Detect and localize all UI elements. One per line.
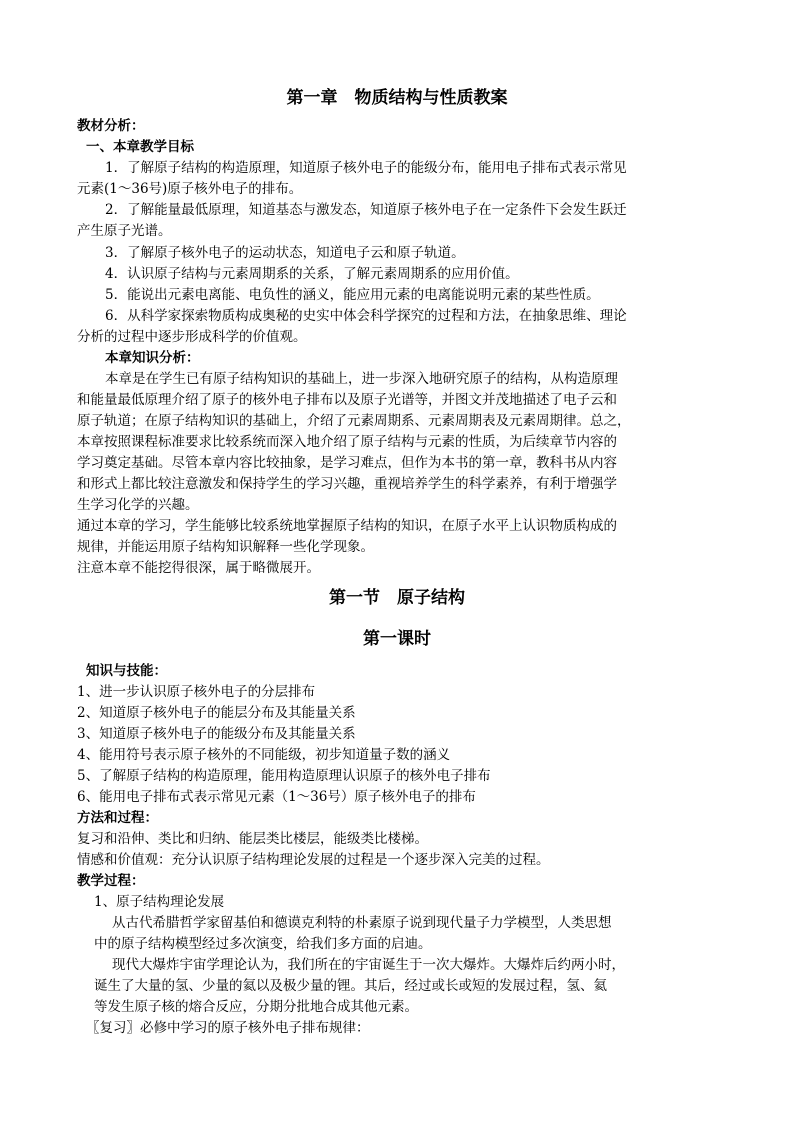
goal-line: 元素(1～36号)原子核外电子的排布。 — [77, 181, 303, 197]
method-text: 复习和沿伸、类比和归纳、能层类比楼层，能级类比楼梯。 — [77, 831, 428, 847]
goal-line: 6．从科学家探索物质构成奥秘的史实中体会科学探究的过程和方法，在抽象思维、理论 — [105, 308, 627, 324]
analysis-label: 教材分析： — [77, 118, 145, 134]
chapter-title: 第一章 物质结构与性质教案 — [286, 88, 508, 108]
goal-line: 3．了解原子核外电子的运动状态，知道电子云和原子轨道。 — [105, 245, 465, 261]
skill-item: 4、能用符号表示原子核外的不同能级，初步知道量子数的涵义 — [77, 747, 451, 763]
process-heading: 教学过程： — [77, 873, 145, 889]
goals-heading: 一、本章教学目标 — [86, 139, 194, 155]
knowledge-line: 原子轨道；在原子结构知识的基础上，介绍了元素周期系、元素周期表及元素周期律。总之， — [77, 413, 631, 429]
goal-line: 产生原子光谱。 — [77, 223, 172, 239]
goal-line: 1．了解原子结构的构造原理，知道原子核外电子的能级分布，能用电子排布式表示常见 — [105, 160, 627, 176]
knowledge-line: 学习奠定基础。尽管本章内容比较抽象，是学习难点，但作为本书的第一章，教科书从内容 — [77, 455, 617, 471]
process-line: 〖复习〗必修中学习的原子核外电子排布规律： — [86, 1020, 370, 1036]
goal-line: 2．了解能量最低原理，知道基态与激发态，知道原子核外电子在一定条件下会发生跃迁 — [105, 202, 627, 218]
lesson-title: 第一课时 — [363, 629, 431, 649]
method-heading: 方法和过程： — [77, 810, 158, 826]
skill-item: 6、能用电子排布式表示常见元素（1～36号）原子核外电子的排布 — [77, 789, 476, 805]
skill-item: 3、知道原子核外电子的能级分布及其能量关系 — [77, 726, 356, 742]
knowledge-line: 本章是在学生已有原子结构知识的基础上，进一步深入地研究原子的结构，从构造原理 — [105, 371, 618, 387]
skill-item: 5、了解原子结构的构造原理，能用构造原理认识原子的核外电子排布 — [77, 768, 491, 784]
process-line: 1、原子结构理论发展 — [94, 894, 225, 910]
goal-line: 分析的过程中逐步形成科学的价值观。 — [77, 329, 307, 345]
process-line: 中的原子结构模型经过多次演变，给我们多方面的启迪。 — [94, 936, 432, 952]
knowledge-line: 通过本章的学习，学生能够比较系统地掌握原子结构的知识，在原子水平上认识物质构成的 — [77, 518, 617, 534]
section-title: 第一节 原子结构 — [329, 588, 465, 608]
process-line: 现代大爆炸宇宙学理论认为，我们所在的宇宙诞生于一次大爆炸。大爆炸后约两小时， — [112, 957, 625, 973]
skills-heading: 知识与技能： — [86, 663, 167, 679]
knowledge-heading: 本章知识分析： — [105, 350, 200, 366]
emotion-text: 情感和价值观：充分认识原子结构理论发展的过程是一个逐步深入完美的过程。 — [77, 852, 550, 868]
process-line: 诞生了大量的氢、少量的氦以及极少量的锂。其后，经过或长或短的发展过程，氢、氦 — [94, 978, 607, 994]
knowledge-line: 规律，并能运用原子结构知识解释一些化学现象。 — [77, 539, 374, 555]
goal-line: 5．能说出元素电离能、电负性的涵义，能应用元素的电离能说明元素的某些性质。 — [105, 287, 600, 303]
goal-line: 4．认识原子结构与元素周期系的关系，了解元素周期系的应用价值。 — [105, 266, 519, 282]
knowledge-line: 和形式上都比较注意激发和保持学生的学习兴趣，重视培养学生的科学素养，有利于增强学 — [77, 476, 617, 492]
skill-item: 1、进一步认识原子核外电子的分层排布 — [77, 684, 316, 700]
knowledge-line: 生学习化学的兴趣。 — [77, 497, 199, 513]
knowledge-line: 注意本章不能挖得很深，属于略微展开。 — [77, 560, 320, 576]
knowledge-line: 本章按照课程标准要求比较系统而深入地介绍了原子结构与元素的性质，为后续章节内容的 — [77, 434, 617, 450]
process-line: 从古代希腊哲学家留基伯和德谟克利特的朴素原子说到现代量子力学模型，人类思想 — [112, 915, 612, 931]
process-line: 等发生原子核的熔合反应，分期分批地合成其他元素。 — [94, 999, 418, 1015]
skill-item: 2、知道原子核外电子的能层分布及其能量关系 — [77, 705, 356, 721]
knowledge-line: 和能量最低原理介绍了原子的核外电子排布以及原子光谱等，并图文并茂地描述了电子云和 — [77, 392, 617, 408]
